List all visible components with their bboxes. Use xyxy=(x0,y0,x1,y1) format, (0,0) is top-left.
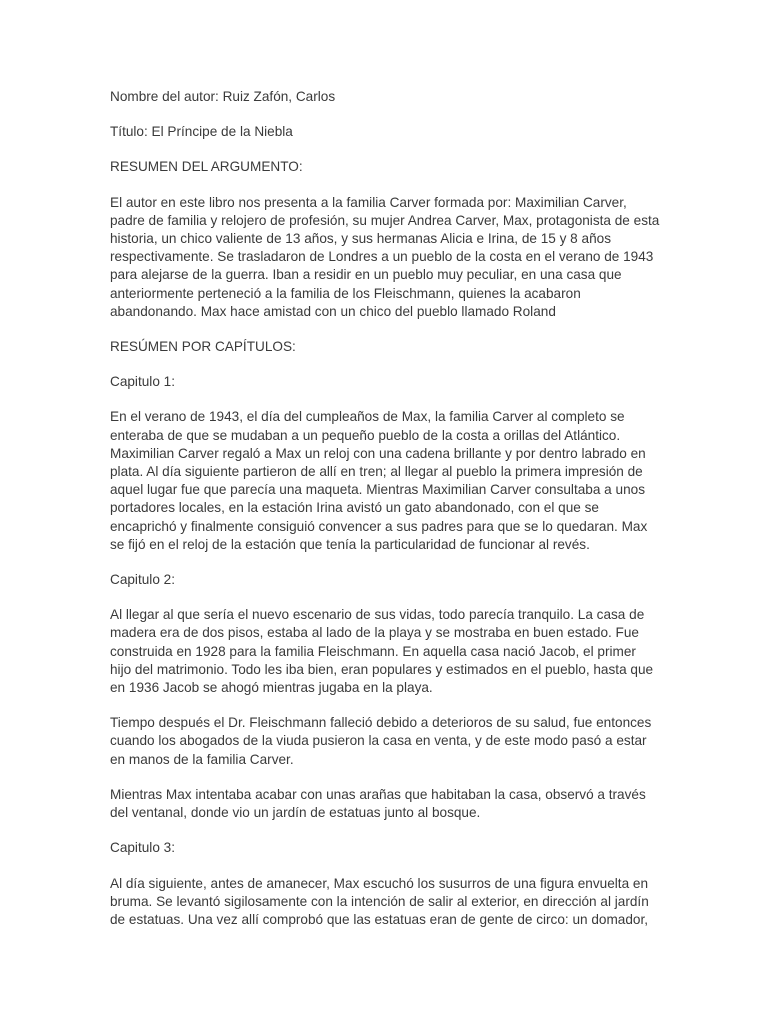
chapter-2-paragraph-3: Mientras Max intentaba acabar con unas arañas que habitaban la casa, observó a través del ventanal, donde vio un jardín de estatuas junto al bosque. xyxy=(110,786,646,821)
chapter-3-paragraph: Al día siguiente, antes de amanecer, Max escuchó los susurros de una figura envuelta en bruma. Se levantó sigilosamente con la intención de salir al exterior, en dirección al jardín de estatuas. Una vez allí comprobó que las estatuas eran de gente de circo: un domador, xyxy=(110,875,649,927)
summary-paragraph: El autor en este libro nos presenta a la familia Carver formada por: Maximilian Carver, padre de familia y relojero de profesión, su mujer Andrea Carver, Max, protagonista de esta historia, un chico valiente de 13 años, y sus hermanas Alicia e Irina, de 15 y 8 años respectivamente. Se trasladaron de Londres a un pueblo de la costa en el verano de 1943 para alejarse de la guerra. Iban a residir en un pueblo muy peculiar, en una casa que anteriormente perteneció a la familia de los Fleischmann, quienes la acabaron abandonando. Max hace amistad con un chico del pueblo llamado Roland xyxy=(110,194,660,319)
chapter-1-paragraph: En el verano de 1943, el día del cumpleaños de Max, la familia Carver al completo se enteraba de que se mudaban a un pequeño pueblo de la costa a orillas del Atlántico. Maximilian Carver regaló a Max un reloj con una cadena brillante y por dentro labrado en plata. Al día siguiente partieron de allí en tren; al llegar al pueblo la primera impresión de aquel lugar fue que parecía una maqueta. Mientras Maximilian Carver consultaba a unos portadores locales, en la estación Irina avistó un gato abandonado, con el que se encaprichó y finalmente consiguió convencer a sus padres para que se lo quedaran. Max se fijó en el reloj de la estación que tenía la particularidad de funcionar al revés. xyxy=(110,409,648,552)
chapter-2-paragraph-1: Al llegar al que sería el nuevo escenario de sus vidas, todo parecía tranquilo. La casa de madera era de dos pisos, estaba al lado de la playa y se mostraba en buen estado. Fue construida en 1928 para la familia Fleischmann. En aquella casa nació Jacob, el primer hijo del matrimonio. Todo les iba bien, eran populares y estimados en el pueblo, hasta que en 1936 Jacob se ahogó mientras jugaba en la playa. xyxy=(110,607,654,696)
chapters-heading: RESÚMEN POR CAPÍTULOS: xyxy=(110,339,296,355)
chapter-3-heading: Capitulo 3: xyxy=(110,840,175,856)
chapter-1-heading: Capitulo 1: xyxy=(110,374,175,390)
summary-heading: RESUMEN DEL ARGUMENTO: xyxy=(110,159,303,175)
author-line: Nombre del autor: Ruiz Zafón, Carlos xyxy=(110,89,336,104)
chapter-2-heading: Capitulo 2: xyxy=(110,572,175,588)
title-line: Título: El Príncipe de la Niebla xyxy=(110,124,293,140)
document-page xyxy=(110,88,660,946)
chapter-2-paragraph-2: Tiempo después el Dr. Fleischmann falleció debido a deterioros de su salud, fue entonces cuando los abogados de la viuda pusieron la casa en venta, y de este modo pasó a estar en manos de la familia Carver. xyxy=(110,715,652,767)
